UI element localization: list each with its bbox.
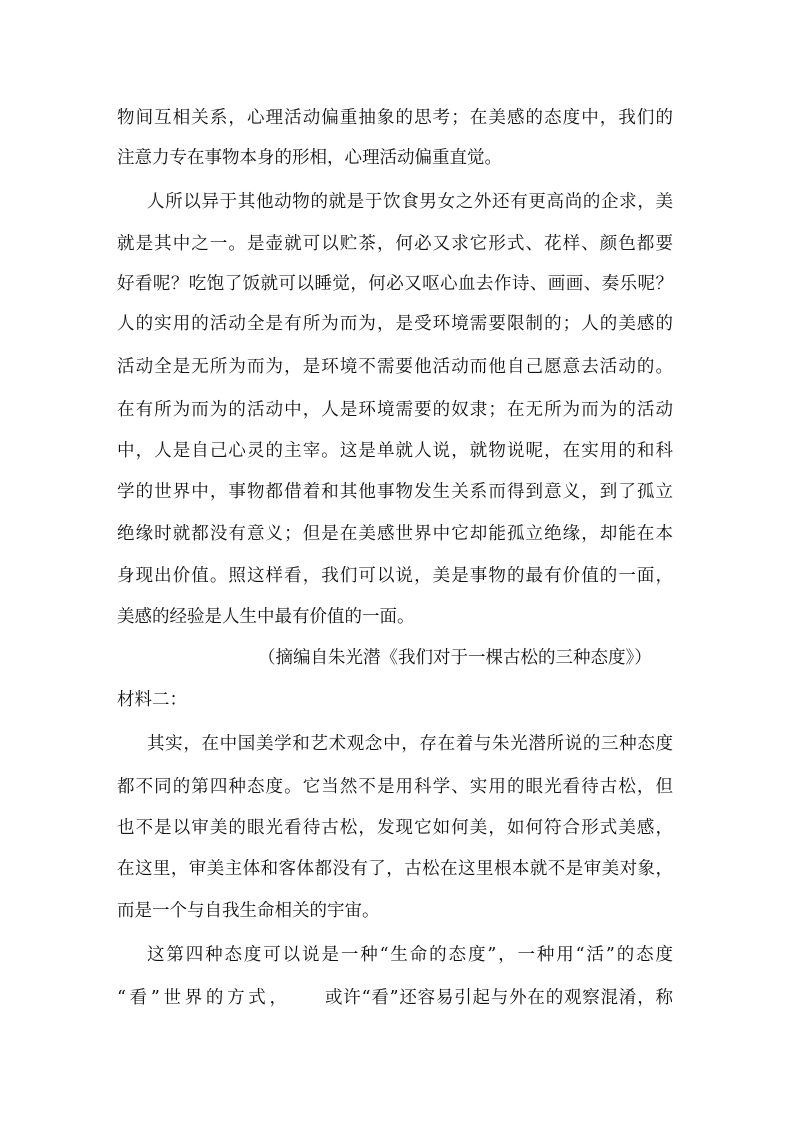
paragraph-line-segment: 或许“看”还容易引起与外在的观察混淆，称 bbox=[325, 988, 673, 1008]
paragraph-line: 这第四种态度可以说是一种“生命的态度”，一种用“活”的态度 bbox=[147, 945, 673, 965]
paragraph-line: 活动全是无所为而为，是环境不需要他活动而他自己愿意去活动的。 bbox=[117, 357, 673, 377]
paragraph-line: 好看呢？吃饱了饭就可以睡觉，何必又呕心血去作诗、画画、奏乐呢？ bbox=[117, 274, 673, 294]
paragraph-line: 在这里，审美主体和客体都没有了，古松在这里根本就不是审美对象， bbox=[117, 859, 673, 879]
paragraph-line: 绝缘时就都没有意义；但是在美感世界中它却能孤立绝缘，却能在本 bbox=[117, 524, 673, 544]
paragraph-line-segment: “看”世界的方式， bbox=[117, 988, 287, 1008]
paragraph-line bbox=[117, 987, 673, 1009]
paragraph-line: 就是其中之一。是壶就可以贮茶，何必又求它形式、花样、颜色都要 bbox=[117, 234, 673, 254]
paragraph-line: 人所以异于其他动物的就是于饮食男女之外还有更高尚的企求，美 bbox=[147, 192, 673, 212]
source-citation: （摘编自朱光潜《我们对于一棵古松的三种态度》） bbox=[258, 648, 652, 668]
paragraph-line: 在有所为而为的活动中，人是环境需要的奴隶；在无所为而为的活动 bbox=[117, 400, 673, 420]
paragraph-line: 物间互相关系，心理活动偏重抽象的思考；在美感的态度中，我们的 bbox=[117, 108, 673, 128]
paragraph-line: 而是一个与自我生命相关的宇宙。 bbox=[117, 901, 380, 921]
paragraph-line: 学的世界中，事物都借着和其他事物发生关系而得到意义，到了孤立 bbox=[117, 482, 673, 502]
paragraph-line: 其实，在中国美学和艺术观念中，存在着与朱光潜所说的三种态度 bbox=[147, 734, 673, 754]
paragraph-line: 美感的经验是人生中最有价值的一面。 bbox=[117, 607, 415, 627]
paragraph-line: 中，人是自己心灵的主宰。这是单就人说，就物说呢，在实用的和科 bbox=[117, 441, 673, 461]
paragraph-line: 注意力专在事物本身的形相，心理活动偏重直觉。 bbox=[117, 148, 502, 168]
paragraph-line: 人的实用的活动全是有所为而为，是受环境需要限制的；人的美感的 bbox=[117, 314, 673, 334]
paragraph-line: 也不是以审美的眼光看待古松，发现它如何美，如何符合形式美感， bbox=[117, 818, 673, 838]
paragraph-line: 都不同的第四种态度。它当然不是用科学、实用的眼光看待古松，但 bbox=[117, 777, 673, 797]
section-heading: 材料二： bbox=[117, 690, 187, 710]
paragraph-line: 身现出价值。照这样看，我们可以说，美是事物的最有价值的一面， bbox=[117, 566, 673, 586]
